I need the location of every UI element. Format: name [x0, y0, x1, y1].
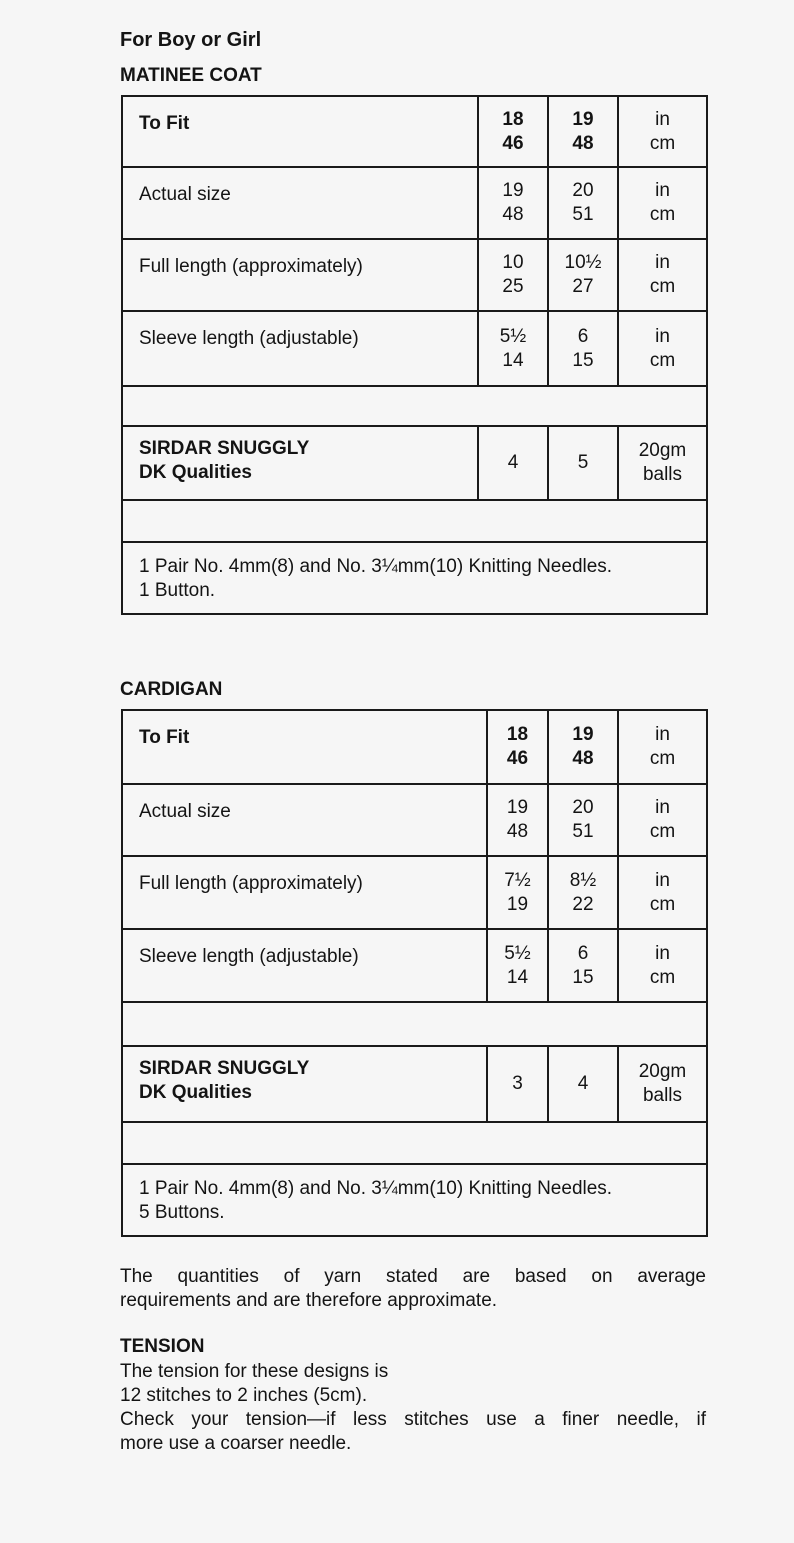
size-value: 18 46 — [487, 710, 548, 784]
yarn-row — [122, 1046, 707, 1122]
spacer-row — [122, 1002, 707, 1046]
table-row — [122, 710, 707, 784]
row-label: Actual size — [122, 784, 487, 856]
notes-row — [122, 1164, 707, 1236]
unit-label: in cm — [618, 239, 707, 311]
audience-heading: For Boy or Girl — [120, 29, 262, 51]
spacer-row — [122, 1122, 707, 1164]
blank-cell — [122, 1122, 707, 1164]
row-label: Actual size — [122, 167, 478, 239]
tension-title: TENSION — [120, 1336, 205, 1357]
unit-label: in cm — [618, 929, 707, 1002]
table-row — [122, 784, 707, 856]
matinee-size-table — [121, 95, 708, 615]
unit-label: in cm — [618, 311, 707, 386]
size-value: 6 15 — [548, 311, 618, 386]
matinee-title: MATINEE COAT — [120, 65, 262, 86]
row-label: Full length (approximately) — [122, 239, 478, 311]
unit-label: in cm — [618, 784, 707, 856]
unit-label: in cm — [618, 710, 707, 784]
size-value: 18 46 — [478, 96, 548, 167]
yarn-label: SIRDAR SNUGGLY DK Qualities — [122, 1046, 487, 1122]
table-row — [122, 856, 707, 929]
materials-note: 1 Pair No. 4mm(8) and No. 3¼mm(10) Knitting Needles. 1 Button. — [122, 542, 707, 614]
size-value: 6 15 — [548, 929, 618, 1002]
blank-cell — [122, 1002, 707, 1046]
row-label: Sleeve length (adjustable) — [122, 929, 487, 1002]
yarn-row — [122, 426, 707, 500]
yarn-quantity: 3 — [487, 1046, 548, 1122]
row-label: Full length (approximately) — [122, 856, 487, 929]
unit-label: in cm — [618, 96, 707, 167]
size-value: 10 25 — [478, 239, 548, 311]
blank-cell — [122, 500, 707, 542]
size-value: 10½ 27 — [548, 239, 618, 311]
unit-label: 20gm balls — [618, 1046, 707, 1122]
quantities-note: The quantities of yarn stated are based on average requirements and are therefore approximate. — [120, 1266, 706, 1311]
notes-row — [122, 542, 707, 614]
unit-label: in cm — [618, 167, 707, 239]
spacer-row — [122, 500, 707, 542]
spacer-row — [122, 386, 707, 426]
size-value: 19 48 — [487, 784, 548, 856]
table-row — [122, 311, 707, 386]
size-value: 8½ 22 — [548, 856, 618, 929]
table-row — [122, 239, 707, 311]
yarn-quantity: 5 — [548, 426, 618, 500]
materials-note: 1 Pair No. 4mm(8) and No. 3¼mm(10) Knitting Needles. 5 Buttons. — [122, 1164, 707, 1236]
size-value: 20 51 — [548, 167, 618, 239]
size-value: 5½ 14 — [478, 311, 548, 386]
cardigan-size-table — [121, 709, 708, 1237]
unit-label: 20gm balls — [618, 426, 707, 500]
row-label: Sleeve length (adjustable) — [122, 311, 478, 386]
row-label: To Fit — [122, 96, 478, 167]
table-row — [122, 167, 707, 239]
size-value: 19 48 — [478, 167, 548, 239]
cardigan-title: CARDIGAN — [120, 679, 223, 700]
size-value: 20 51 — [548, 784, 618, 856]
tension-text: The tension for these designs is 12 stitches to 2 inches (5cm). Check your tension—if less stitches use a finer needle, if more use a coarser needle. — [120, 1361, 706, 1454]
yarn-label: SIRDAR SNUGGLY DK Qualities — [122, 426, 478, 500]
yarn-quantity: 4 — [548, 1046, 618, 1122]
yarn-quantity: 4 — [478, 426, 548, 500]
table-row — [122, 96, 707, 167]
row-label: To Fit — [122, 710, 487, 784]
table-row — [122, 929, 707, 1002]
unit-label: in cm — [618, 856, 707, 929]
size-value: 5½ 14 — [487, 929, 548, 1002]
blank-cell — [122, 386, 707, 426]
size-value: 7½ 19 — [487, 856, 548, 929]
size-value: 19 48 — [548, 96, 618, 167]
size-value: 19 48 — [548, 710, 618, 784]
